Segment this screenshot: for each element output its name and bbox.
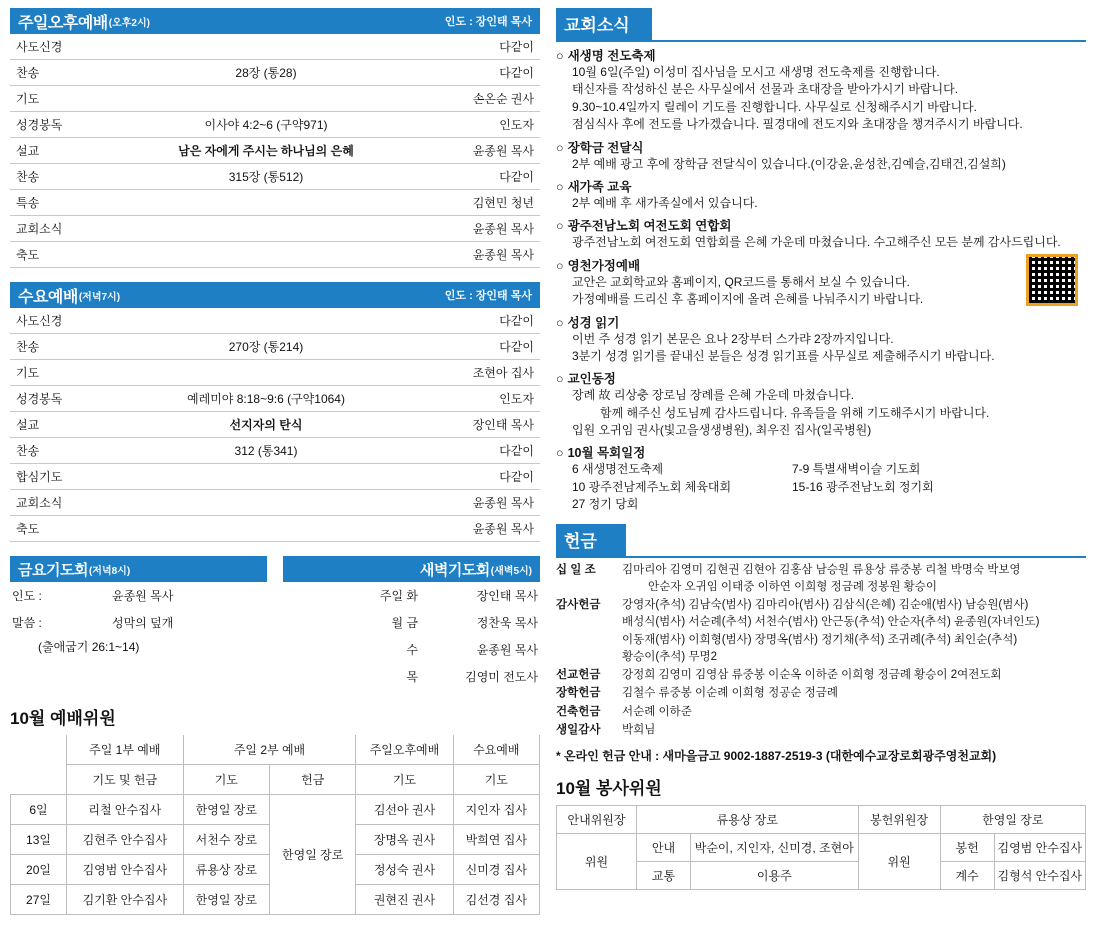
notice-heading-text: 새가족 교육 [567, 179, 632, 194]
worship-committee-title: 10월 예배위원 [10, 709, 116, 728]
order-item: 특송 [10, 190, 102, 216]
notice-line: 교안은 교회학교와 홈페이지, QR코드를 통해서 보실 수 있습니다. [572, 274, 910, 289]
order-content [102, 86, 430, 112]
schedule-left: 27 정기 당회 [572, 497, 639, 512]
cell-second-service-prayer: 서천수 장로 [183, 825, 269, 855]
dawn-row [283, 663, 540, 690]
order-item: 축도 [10, 516, 102, 542]
table-row [10, 86, 540, 112]
friday-leader-label: 인도 : [12, 589, 42, 603]
cell-wednesday: 김선경 집사 [453, 885, 539, 915]
notice-heading-text: 성경 읽기 [567, 315, 620, 330]
offering-line: 김마리아 김영미 김현권 김현아 김홍삼 남승원 류용상 류중봉 리철 박명숙 박보영 [622, 563, 1021, 576]
dawn-section [283, 556, 540, 690]
order-item: 기도 [10, 86, 102, 112]
cell-offering-merged: 한영일 장로 [270, 795, 356, 915]
wednesday-title: 수요예배 [18, 288, 78, 306]
left-row-key: 교통 [637, 862, 691, 890]
circle-bullet-icon: ○ [556, 372, 564, 387]
table-row [11, 795, 540, 825]
offering-headwrap [556, 524, 1086, 558]
table-header-row [11, 735, 540, 765]
schedule-left: 10 광주전남제주노회 체육대회 [572, 479, 732, 494]
schedule-row [572, 496, 1086, 513]
schedule-row [572, 479, 1086, 496]
notice-heading [556, 313, 1086, 331]
worship-committee-table [10, 735, 540, 915]
right-row-value: 김형석 안수집사 [994, 862, 1085, 890]
friday-header [10, 556, 267, 582]
offering-line: 김철수 류중봉 이순례 이희형 정공순 정금례 [622, 687, 838, 700]
offering-row [556, 685, 1086, 702]
table-row [10, 112, 540, 138]
order-content [102, 308, 430, 334]
list-item [556, 443, 1086, 513]
order-person: 다같이 [430, 334, 540, 360]
offering-line: 강영자(추석) 김남숙(범사) 김마리아(범사) 김삼식(은혜) 김순애(범사) 남승원(범사) [622, 599, 1029, 612]
notice-line: 입원 오귀임 권사(빛고을생생병원), 최우진 집사(일곡병원) [572, 423, 872, 438]
offering-row [556, 667, 1086, 684]
left-column [10, 8, 540, 941]
order-content [102, 516, 430, 542]
table-row [557, 834, 1086, 862]
empty-cell [11, 765, 67, 795]
table-row [10, 334, 540, 360]
sub-header: 기도 [183, 765, 269, 795]
order-content [102, 360, 430, 386]
notice-heading [556, 256, 1086, 274]
sub-header: 기도 및 헌금 [67, 765, 184, 795]
cell-second-service-prayer: 한영일 장로 [183, 795, 269, 825]
order-content: 예레미야 8:18~9:6 (구약1064) [102, 386, 430, 412]
table-row [10, 60, 540, 86]
left-row-value: 박순이, 지인자, 신미경, 조현아 [691, 834, 859, 862]
order-person: 윤종원 목사 [430, 516, 540, 542]
offering-list [556, 562, 1086, 740]
offering-line: 서순례 이하준 [622, 705, 692, 718]
order-item: 사도신경 [10, 308, 102, 334]
sermon-title: 선지자의 탄식 [102, 412, 430, 438]
news-headwrap [556, 8, 1086, 42]
dawn-row [283, 609, 540, 636]
wednesday-table [10, 308, 540, 542]
guide-chief-value: 류용상 장로 [637, 806, 859, 834]
order-person: 인도자 [430, 386, 540, 412]
offering-chief-value: 한영일 장로 [940, 806, 1085, 834]
friday-scripture: (출애굽기 26:1~14) [38, 640, 140, 654]
order-item: 축도 [10, 242, 102, 268]
wednesday-leader: 인도 : 장인태 목사 [444, 290, 532, 302]
order-person: 다같이 [430, 308, 540, 334]
offering-label: 감사헌금 [556, 599, 601, 612]
order-person: 김현민 청년 [430, 190, 540, 216]
notice-line: 3분기 성경 읽기를 끝내신 분들은 성경 읽기표를 사무실로 제출해주시기 바랍니다. [572, 348, 995, 363]
cell-first-service: 리철 안수집사 [67, 795, 184, 825]
dawn-day: 목 [406, 670, 418, 684]
offering-label: 장학헌금 [556, 687, 601, 700]
row-date: 13일 [11, 825, 67, 855]
order-person: 인도자 [430, 112, 540, 138]
sunday-pm-header [10, 8, 540, 34]
notice-line: 가정예배를 드리신 후 홈페이지에 올려 은혜를 나눠주시기 바랍니다. [572, 292, 924, 307]
circle-bullet-icon: ○ [556, 446, 564, 461]
sunday-pm-time: (오후2시) [108, 17, 150, 29]
cell-wednesday: 지인자 집사 [453, 795, 539, 825]
schedule-left: 6 새생명전도축제 [572, 462, 664, 477]
table-row [10, 164, 540, 190]
notice-line: 2부 예배 광고 후에 장학금 전달식이 있습니다.(이강윤,윤성찬,김예슬,김태건,김설희) [572, 156, 1006, 171]
table-row [557, 862, 1086, 890]
sub-header: 기도 [356, 765, 453, 795]
circle-bullet-icon: ○ [556, 219, 564, 234]
order-person: 윤종원 목사 [430, 490, 540, 516]
right-row-key: 봉헌 [940, 834, 994, 862]
notice-heading-text: 새생명 전도축제 [567, 49, 656, 63]
order-item: 찬송 [10, 60, 102, 86]
friday-leader-row [10, 582, 267, 609]
news-list [556, 46, 1086, 514]
order-content [102, 34, 430, 60]
table-row [10, 464, 540, 490]
offering-label: 선교헌금 [556, 669, 601, 682]
left-role-label: 위원 [557, 834, 637, 890]
dawn-title: 새벽기도회 [419, 561, 490, 579]
order-person: 다같이 [430, 164, 540, 190]
wednesday-section [10, 282, 540, 542]
sub-header: 기도 [453, 765, 539, 795]
order-item: 설교 [10, 138, 102, 164]
order-content: 270장 (통214) [102, 334, 430, 360]
circle-bullet-icon: ○ [556, 179, 564, 194]
friday-title: 금요기도회 [18, 561, 88, 579]
cell-sunday-pm: 정성숙 권사 [356, 855, 453, 885]
order-item: 합심기도 [10, 464, 102, 490]
notice-heading [556, 216, 1086, 234]
service-committee-title: 10월 봉사위원 [556, 779, 662, 799]
order-item: 찬송 [10, 334, 102, 360]
order-person: 윤종원 목사 [430, 138, 540, 164]
notice-heading-text: 광주전남노회 여전도회 연합회 [567, 219, 732, 234]
col-header: 수요예배 [453, 735, 539, 765]
offering-values [622, 597, 1086, 666]
notice-body [556, 64, 1086, 134]
offering-values [622, 562, 1086, 597]
dawn-day: 주일 화 [379, 589, 418, 603]
offering-label: 건축헌금 [556, 705, 601, 718]
notice-heading-text: 10월 목회일정 [567, 446, 646, 461]
order-content [102, 464, 430, 490]
right-row-key: 계수 [940, 862, 994, 890]
order-item: 기도 [10, 360, 102, 386]
notice-body [556, 156, 1086, 173]
right-row-value: 김영범 안수집사 [994, 834, 1085, 862]
notice-body [556, 461, 1086, 513]
order-item: 교회소식 [10, 216, 102, 242]
sermon-title: 남은 자에게 주시는 하나님의 은혜 [102, 138, 430, 164]
table-row [10, 308, 540, 334]
dawn-person: 김영미 전도사 [465, 670, 538, 684]
left-row-key: 안내 [637, 834, 691, 862]
sub-header: 헌금 [270, 765, 356, 795]
order-item: 성경봉독 [10, 112, 102, 138]
order-content: 315장 (통512) [102, 164, 430, 190]
offering-chief-label: 봉헌위원장 [858, 806, 940, 834]
order-content [102, 190, 430, 216]
order-content [102, 216, 430, 242]
table-row [10, 242, 540, 268]
notice-line: 광주전남노회 여전도회 연합회를 은혜 가운데 마쳤습니다. 수고해주신 모든 분께 감사드립니다. [572, 235, 1061, 250]
right-column [556, 8, 1086, 941]
offering-line: 강정희 김영미 김영삼 류중봉 이순옥 이하준 이희형 정금례 황승이 2여전도회 [622, 669, 1002, 682]
notice-body [556, 387, 1086, 439]
notice-line: 점심식사 후에 전도를 나가겠습니다. 필경대에 전도지와 초대장을 챙겨주시기 바랍니다. [572, 117, 1023, 132]
notice-line: 이번 주 성경 읽기 본문은 요나 2장부터 스가랴 2장까지입니다. [572, 331, 894, 346]
notice-body [556, 331, 1086, 366]
cell-second-service-prayer: 한영일 장로 [183, 885, 269, 915]
list-item [556, 216, 1086, 251]
cell-sunday-pm: 장명옥 권사 [356, 825, 453, 855]
cell-wednesday: 신미경 집사 [453, 855, 539, 885]
friday-time: (저녁8시) [88, 565, 131, 577]
order-content: 28장 (통28) [102, 60, 430, 86]
order-content: 이사야 4:2~6 (구약971) [102, 112, 430, 138]
table-subheader-row [11, 765, 540, 795]
order-item: 사도신경 [10, 34, 102, 60]
sunday-pm-section [10, 8, 540, 268]
notice-heading [556, 369, 1086, 387]
notice-line: 태신자를 작성하신 분은 사무실에서 선물과 초대장을 받아가시기 바랍니다. [572, 82, 959, 97]
order-person: 윤종원 목사 [430, 242, 540, 268]
table-row [10, 360, 540, 386]
table-row [10, 490, 540, 516]
order-person: 다같이 [430, 60, 540, 86]
friday-message-value: 성막의 덮개 [112, 616, 174, 630]
col-header: 주일 2부 예배 [183, 735, 356, 765]
cell-first-service: 김영범 안수집사 [67, 855, 184, 885]
dawn-row [283, 636, 540, 663]
notice-line: 함께 해주신 성도님께 감사드립니다. 유족들을 위해 기도해주시기 바랍니다. [600, 405, 990, 420]
notice-heading [556, 177, 1086, 195]
table-row [10, 216, 540, 242]
circle-bullet-icon: ○ [556, 258, 564, 273]
notice-body [556, 274, 1086, 309]
row-date: 27일 [11, 885, 67, 915]
notice-line: 장례 故 리상충 장로님 장례를 은혜 가운데 마쳤습니다. [572, 388, 855, 403]
order-person: 다같이 [430, 438, 540, 464]
dawn-header [283, 556, 540, 582]
left-row-value: 이용주 [691, 862, 859, 890]
circle-bullet-icon: ○ [556, 140, 564, 155]
list-item [556, 138, 1086, 173]
offering-row [556, 562, 1086, 597]
friday-section [10, 556, 267, 690]
sunday-pm-leader: 인도 : 장인태 목사 [444, 16, 532, 28]
cell-second-service-prayer: 류용상 장로 [183, 855, 269, 885]
row-date: 6일 [11, 795, 67, 825]
dawn-person: 장인태 목사 [476, 589, 538, 603]
offering-line: 황승이(추석) 무명2 [622, 650, 718, 663]
col-header: 주일 1부 예배 [67, 735, 184, 765]
list-item [556, 313, 1086, 366]
notice-heading [556, 46, 1086, 64]
order-content [102, 242, 430, 268]
table-row [10, 412, 540, 438]
friday-leader-value: 윤종원 목사 [112, 589, 174, 603]
offering-line: 안순자 오귀임 이태중 이하연 이희형 정금례 정봉원 황승이 [648, 580, 937, 593]
friday-dawn-row [10, 556, 540, 690]
notice-line: 10월 6일(주일) 이성미 집사님을 모시고 새생명 전도축제를 진행합니다. [572, 65, 940, 79]
cell-wednesday: 박희연 집사 [453, 825, 539, 855]
order-person: 다같이 [430, 34, 540, 60]
order-person: 장인태 목사 [430, 412, 540, 438]
wednesday-header [10, 282, 540, 308]
dawn-day: 월 금 [391, 616, 418, 630]
cell-sunday-pm: 권현진 권사 [356, 885, 453, 915]
col-header: 주일오후예배 [356, 735, 453, 765]
offering-title: 헌금 [556, 524, 626, 556]
list-item [556, 369, 1086, 439]
dawn-person: 윤종원 목사 [476, 643, 538, 657]
table-row [10, 386, 540, 412]
guide-chief-label: 안내위원장 [557, 806, 637, 834]
friday-message-row [10, 609, 267, 636]
table-row [10, 138, 540, 164]
notice-body [556, 234, 1086, 251]
schedule-right: 7-9 특별새벽이슬 기도회 [792, 462, 921, 477]
circle-bullet-icon: ○ [556, 49, 564, 63]
notice-heading-text: 장학금 전달식 [567, 140, 644, 155]
empty-cell [11, 735, 67, 765]
list-item [556, 177, 1086, 212]
dawn-person: 정찬욱 목사 [476, 616, 538, 630]
order-item: 성경봉독 [10, 386, 102, 412]
circle-bullet-icon: ○ [556, 315, 564, 330]
notice-body [556, 195, 1086, 212]
list-item [556, 46, 1086, 134]
offering-row [556, 704, 1086, 721]
online-offering-note: * 온라인 헌금 안내 : 새마을금고 9002-1887-2519-3 (대한예수교장로회광주영천교회) [556, 749, 997, 764]
notice-heading-text: 영천가정예배 [567, 258, 641, 273]
cell-first-service: 김기환 안수집사 [67, 885, 184, 915]
table-row [10, 516, 540, 542]
offering-row [556, 722, 1086, 739]
list-item [556, 256, 1086, 309]
friday-message-label: 말씀 : [12, 616, 42, 630]
news-title: 교회소식 [556, 8, 652, 40]
wednesday-time: (저녁7시) [78, 291, 121, 303]
right-role-label: 위원 [858, 834, 940, 890]
cell-sunday-pm: 김선아 권사 [356, 795, 453, 825]
order-item: 찬송 [10, 438, 102, 464]
cell-first-service: 김현주 안수집사 [67, 825, 184, 855]
offering-label: 생일감사 [556, 723, 601, 736]
order-person: 손온순 권사 [430, 86, 540, 112]
offering-label: 십 일 조 [556, 563, 596, 576]
order-person: 윤종원 목사 [430, 216, 540, 242]
notice-line: 2부 예배 후 새가족실에서 있습니다. [572, 195, 758, 210]
order-person: 다같이 [430, 464, 540, 490]
dawn-day: 수 [406, 643, 418, 657]
order-item: 설교 [10, 412, 102, 438]
notice-line: 9.30~10.4일까지 릴레이 기도를 진행합니다. 사무실로 신청해주시기 바랍니다. [572, 99, 977, 114]
order-item: 찬송 [10, 164, 102, 190]
order-item: 교회소식 [10, 490, 102, 516]
offering-line: 배성식(범사) 서순례(추석) 서천수(범사) 안근동(추석) 안순자(추석) 윤종원(자녀인도) [622, 616, 1040, 629]
sunday-pm-table [10, 34, 540, 268]
service-committee-table [556, 805, 1086, 890]
notice-heading-text: 교인동정 [567, 372, 616, 387]
order-person: 조현아 집사 [430, 360, 540, 386]
row-date: 20일 [11, 855, 67, 885]
schedule-row [572, 461, 1086, 478]
table-header-row [557, 806, 1086, 834]
qr-code-icon [1026, 254, 1078, 306]
dawn-row [283, 582, 540, 609]
table-row [10, 34, 540, 60]
offering-line: 박희님 [622, 723, 656, 736]
order-content: 312 (통341) [102, 438, 430, 464]
table-row [10, 190, 540, 216]
offering-row [556, 597, 1086, 666]
notice-heading [556, 443, 1086, 461]
sunday-pm-title: 주일오후예배 [18, 14, 108, 32]
offering-line: 이동재(범사) 이희형(범사) 장명옥(범사) 정기채(추석) 조귀례(추석) 최인순(추석) [622, 633, 1018, 646]
notice-heading [556, 138, 1086, 156]
dawn-time: (새벽5시) [490, 565, 532, 577]
order-content [102, 490, 430, 516]
schedule-right: 15-16 광주전남노회 정기회 [792, 479, 934, 494]
table-row [10, 438, 540, 464]
